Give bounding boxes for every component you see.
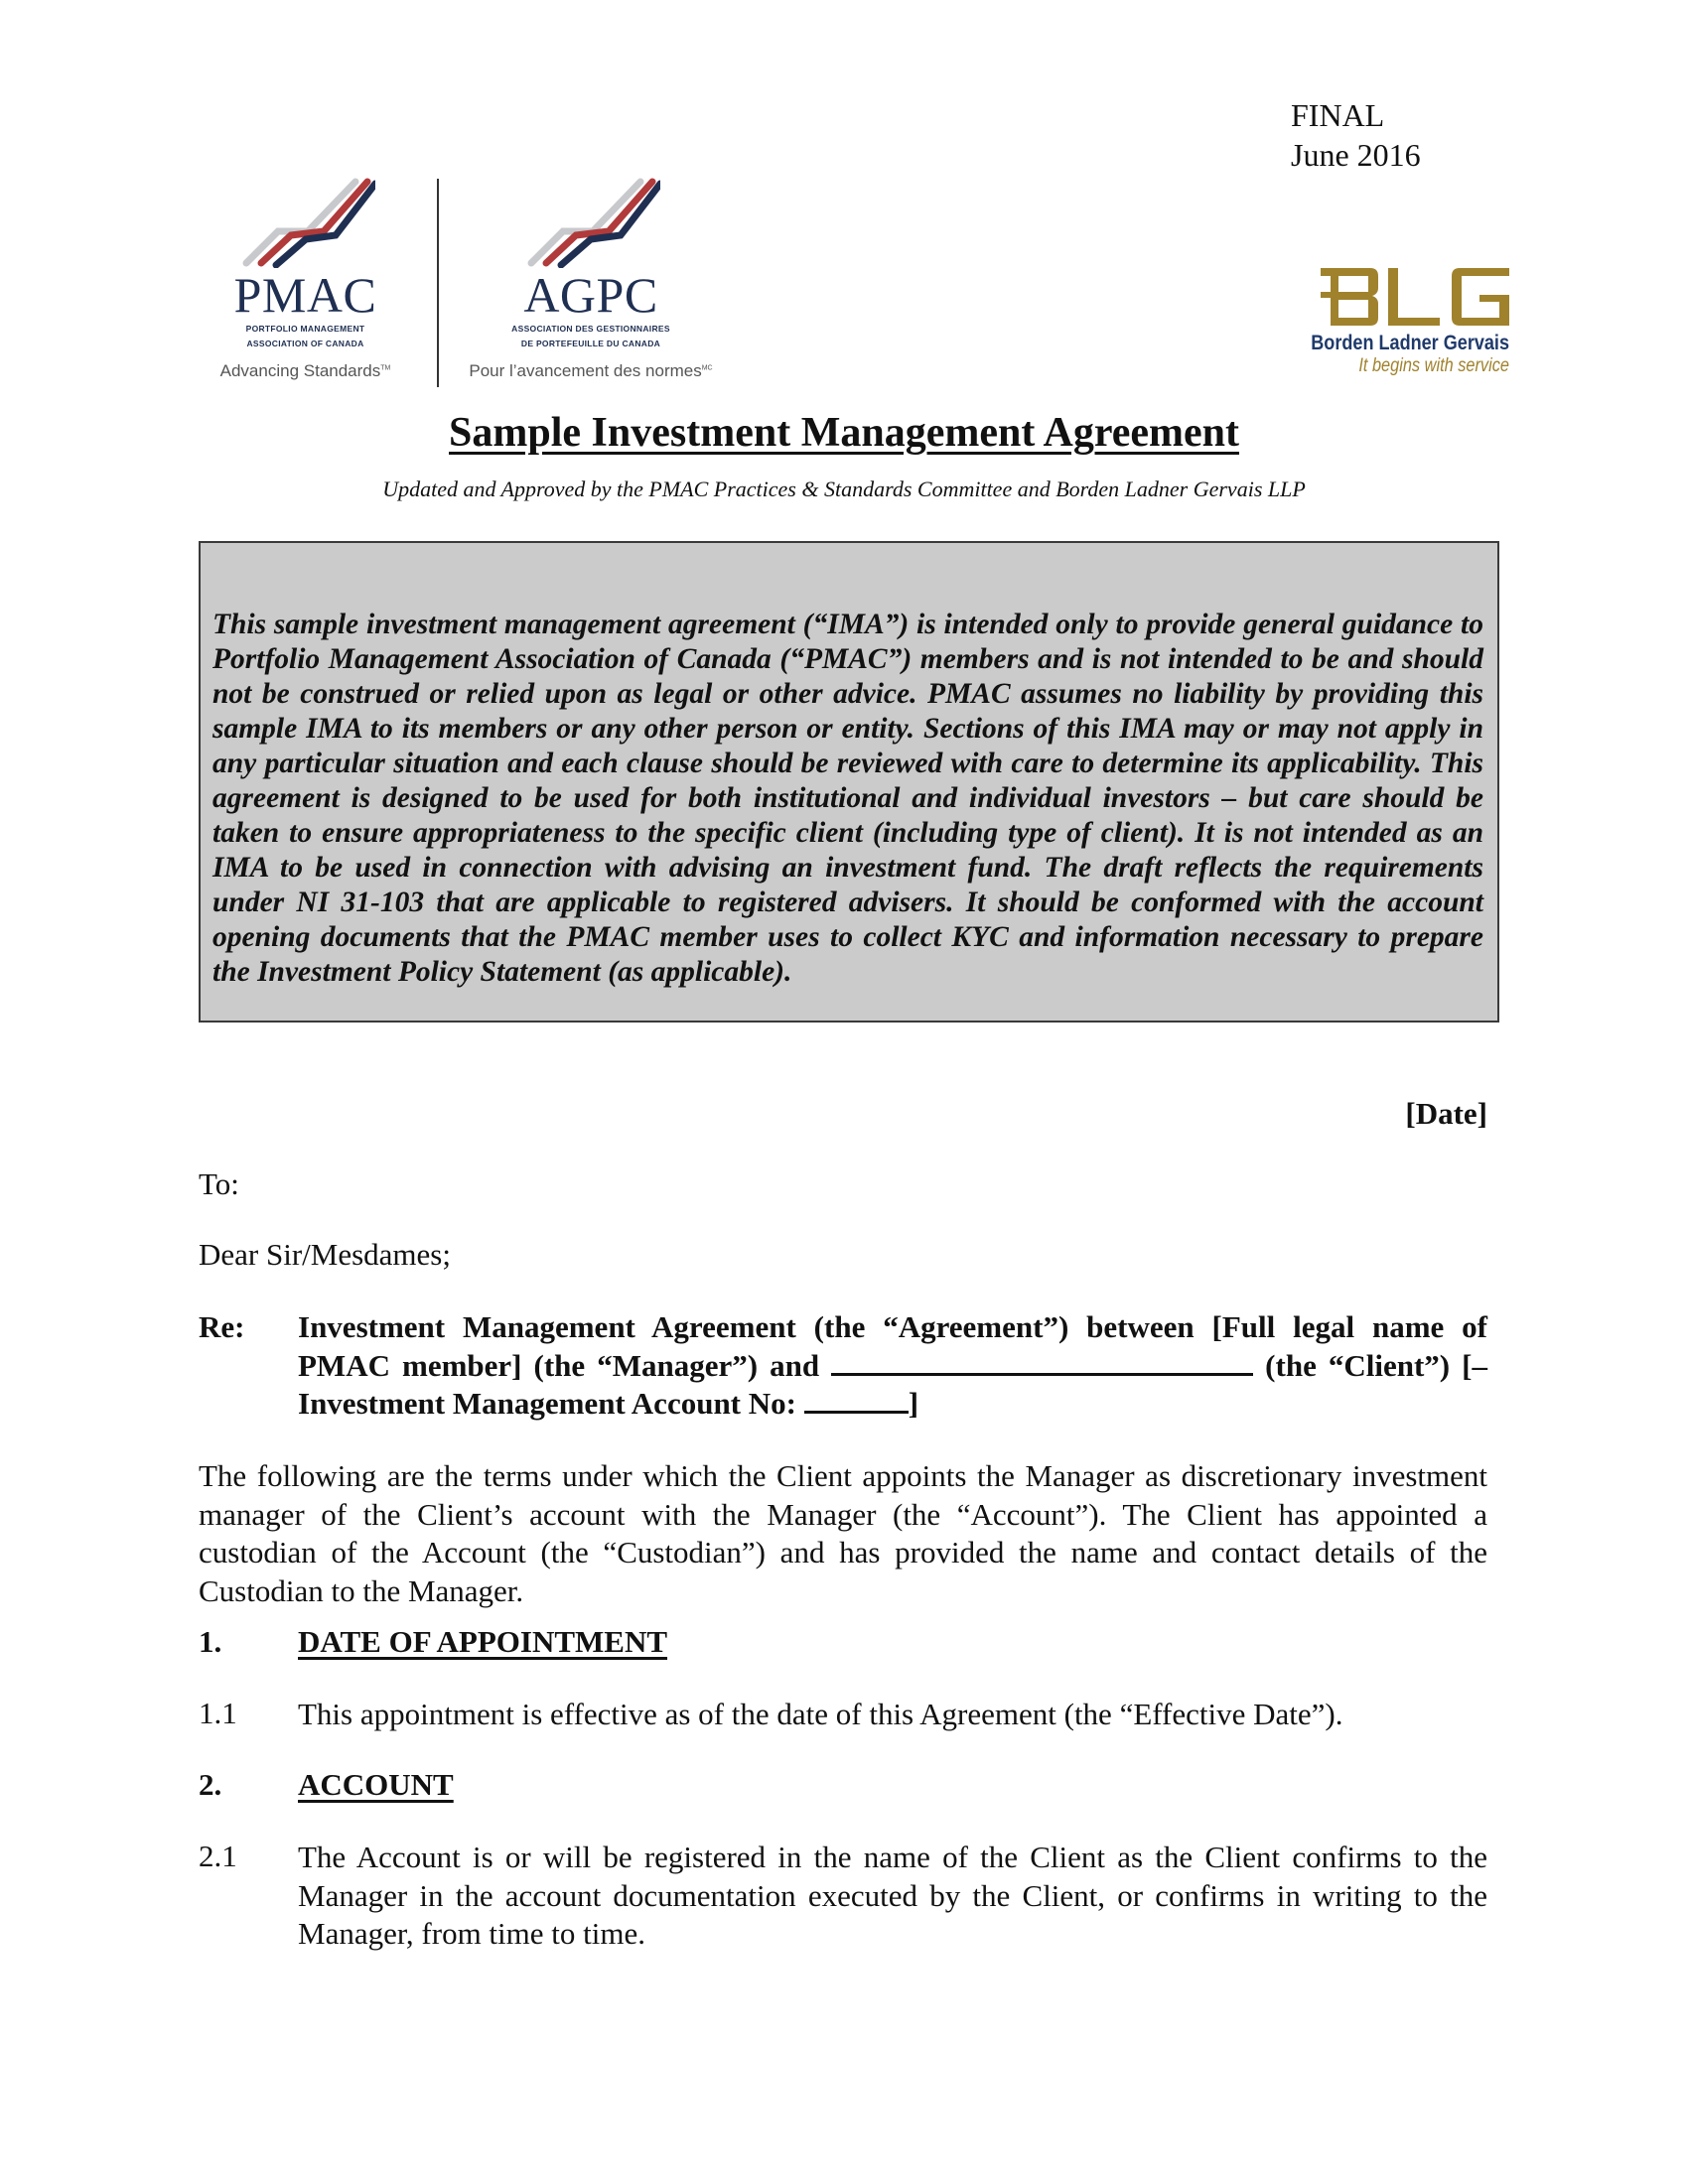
agpc-stripes-icon: [521, 174, 660, 268]
agpc-logo: [437, 174, 745, 381]
document-title: Sample Investment Management Agreement: [449, 410, 1239, 456]
recipient-label: To:: [199, 1166, 239, 1201]
pmac-stripes-icon: [236, 174, 375, 268]
pmac-tagline: Advancing Standards™: [219, 361, 391, 380]
clause-1-1-number: 1.1: [199, 1696, 237, 1730]
pmac-subtitle-2: ASSOCIATION OF CANADA: [246, 339, 364, 348]
disclaimer-text: This sample investment management agreement (“IMA”) is intended only to provide general guidance to Portfolio Management Association of Canada (“PMAC”) members and is not intended to be and should not be construed or relied upon as legal or other advice. PMAC assumes no liability by providing this sample IMA to its members or any other person or entity. Sections of this IMA may or may not apply in any particular situation and each clause should be reviewed with care to determine its applicability. This agreement is designed to be used for both institutional and individual investors – but care should be taken to ensure appropriateness to the specific client (including type of client). It is not intended as an IMA to be used in connection with advising an investment fund. The draft reflects the requirements under NI 31-103 that are applicable to registered advisers. It should be conformed with the account opening documents that the PMAC member uses to collect KYC and information necessary to prepare the Investment Policy Statement (as applicable).: [212, 609, 1483, 988]
agpc-tagline: Pour l’avancement des normes$^{MC}$: [469, 361, 713, 380]
pmac-wordmark: PMAC: [233, 267, 377, 323]
disclaimer-box: [199, 541, 1499, 1023]
date-placeholder: [Date]: [1405, 1096, 1487, 1131]
blg-mark-icon: [1321, 268, 1509, 326]
agpc-subtitle-2: DE PORTEFEUILLE DU CANADA: [520, 339, 661, 348]
clause-2-1-text: The Account is or will be registered in the name of the Client as the Client confirms to the Manager in the account documentation executed by the Client, or confirms in writing to the Manager, from time to time.: [298, 1840, 1487, 1951]
clause-1-1-text: This appointment is effective as of the date of this Agreement (the “Effective Date”).: [298, 1697, 1343, 1731]
client-name-blank[interactable]: [831, 1347, 1253, 1376]
section-2-number: 2.: [199, 1767, 222, 1802]
document-status-block: [1291, 95, 1421, 175]
pmac-subtitle-1: PORTFOLIO MANAGEMENT: [245, 324, 365, 334]
agpc-subtitle-1: ASSOCIATION DES GESTIONNAIRES: [511, 324, 670, 334]
blg-tagline: It begins with service: [1358, 355, 1509, 376]
salutation: Dear Sir/Mesdames;: [199, 1237, 451, 1272]
pmac-agpc-logo: [189, 174, 745, 392]
blg-name: Borden Ladner Gervais: [1311, 332, 1509, 354]
intro-paragraph: The following are the terms under which the Client appoints the Manager as discretionary investment manager of the Client’s account with the Manager (the “Account”). The Client has appointed a custodian of the Account (the “Custodian”) and has provided the name and contact details of the Custodian to the Manager.: [199, 1458, 1487, 1608]
blg-logo: [1261, 268, 1509, 377]
status-label: FINAL: [1291, 97, 1385, 133]
agpc-wordmark: AGPC: [523, 267, 658, 323]
document-subtitle: Updated and Approved by the PMAC Practices & Standards Committee and Borden Ladner Gervais LLP: [382, 477, 1306, 501]
account-number-blank[interactable]: [804, 1385, 909, 1414]
section-1-number: 1.: [199, 1624, 222, 1659]
re-body: Investment Management Agreement (the “Agreement”) between [Full legal name of PMAC member] (the “Manager”) and (the “Client”) [– Investment Management Account No: ]: [298, 1309, 1487, 1421]
re-label: Re:: [199, 1309, 245, 1344]
pmac-logo: [189, 174, 422, 381]
section-1-title: DATE OF APPOINTMENT: [298, 1624, 668, 1659]
clause-2-1-number: 2.1: [199, 1839, 237, 1873]
section-2-title: ACCOUNT: [298, 1767, 454, 1802]
status-date: June 2016: [1291, 137, 1421, 173]
